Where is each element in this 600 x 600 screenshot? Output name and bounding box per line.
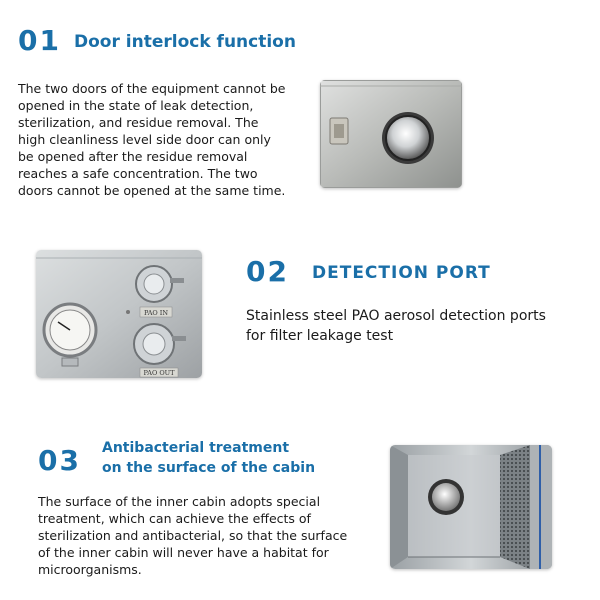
section-body-01: The two doors of the equipment cannot be opened in the state of leak detection, sterilization, and residue removal. The high cleanliness level side door can only be opened after the residue removal reaches a safe concentration. The two doors cannot be opened at the same time. [18, 81, 286, 198]
door-photo [320, 80, 462, 188]
section-number-03: 03 [38, 444, 81, 477]
inner-cabin-photo [390, 445, 552, 569]
section-number-01: 01 [18, 24, 61, 57]
section-body-03: The surface of the inner cabin adopts special treatment, which can achieve the effects of sterilization and antibacterial, so that the surface of the inner cabin will never have a habitat for microorganisms. [38, 494, 348, 577]
pao-out-label: PAO OUT [143, 369, 175, 377]
pressure-gauge-ports-icon [36, 250, 202, 378]
section-title-03-line1: Antibacterial treatment [102, 440, 290, 456]
pao-in-label: PAO IN [143, 309, 169, 317]
detection-port-photo [36, 250, 202, 378]
inner-cabin-icon [390, 445, 552, 569]
section-body-02: Stainless steel PAO aerosol detection ports for filter leakage test [246, 308, 546, 344]
section-title-02: DETECTION PORT [312, 263, 491, 283]
section-title-03-line2: on the surface of the cabin [102, 460, 316, 476]
section-number-02: 02 [246, 255, 289, 288]
section-title-01: Door interlock function [74, 32, 296, 52]
door-viewing-window-icon [320, 80, 462, 188]
